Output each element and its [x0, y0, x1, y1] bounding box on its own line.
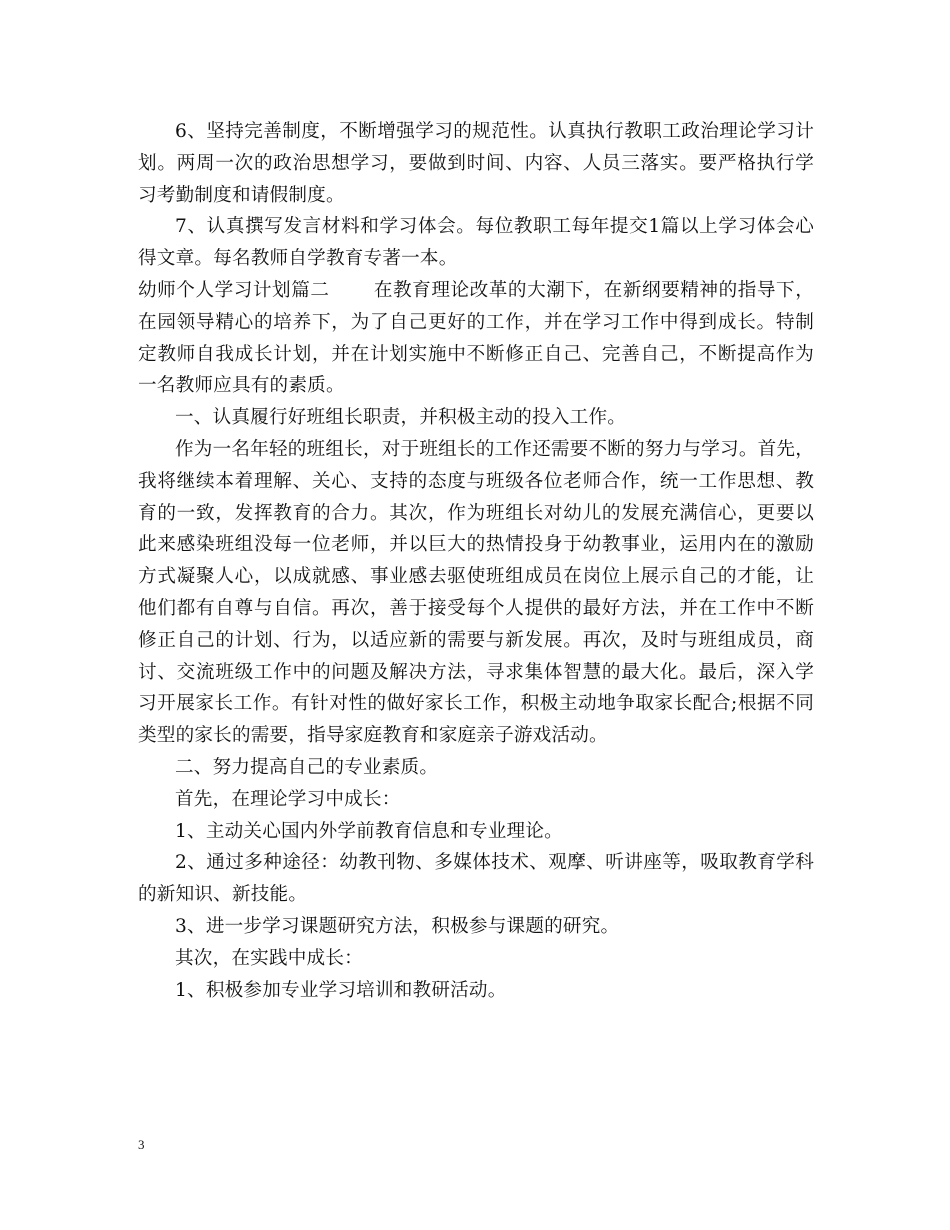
paragraph-item-6: 6、坚持完善制度，不断增强学习的规范性。认真执行教职工政治理论学习计划。两周一次的政治思想学习，要做到时间、内容、人员三落实。要严格执行学习考勤制度和请假制度。: [138, 121, 814, 206]
practice-intro: 其次，在实践中成长：: [175, 947, 363, 969]
list-item: 1、积极参加专业学习培训和教研活动。: [175, 979, 507, 1001]
paragraph-item-7: 7、认真撰写发言材料和学习体会。每位教职工每年提交1篇以上学习体会心得文章。每名教师自学教育专著一本。: [138, 216, 814, 270]
subheading-two: 二、努力提高自己的专业素质。: [175, 756, 439, 778]
section-heading: 幼师个人学习计划篇二: [138, 279, 330, 301]
document-body: [138, 116, 814, 1006]
page-number: 3: [138, 1137, 145, 1152]
theory-intro: 首先，在理论学习中成长：: [175, 788, 401, 810]
list-item: 2、通过多种途径：幼教刊物、多媒体技术、观摩、听讲座等，吸取教育学科的新知识、新技能。: [138, 852, 814, 906]
list-item: 1、主动关心国内外学前教育信息和专业理论。: [175, 820, 563, 842]
subheading-one: 一、认真履行好班组长职责，并积极主动的投入工作。: [175, 407, 627, 429]
body-paragraph: 作为一名年轻的班组长，对于班组长的工作还需要不断的努力与学习。首先，我将继续本着理解、关心、支持的态度与班级各位老师合作，统一工作思想、教育的一致，发挥教育的合力。其次，作为班组长对幼儿的发展充满信心，更要以此来感染班组没每一位老师，并以巨大的热情投身于幼教事业，运用内在的激励方式凝聚人心，以成就感、事业感去驱使班组成员在岗位上展示自己的才能，让他们都有自尊与自信。再次，善于接受每个人提供的最好方法，并在工作中不断修正自己的计划、行为，以适应新的需要与新发展。再次，及时与班组成员，商讨、交流班级工作中的问题及解决方法，寻求集体智慧的最大化。最后，深入学习开展家长工作。有针对性的做好家长工作，积极主动地争取家长配合;根据不同类型的家长的需要，指导家庭教育和家庭亲子游戏活动。: [138, 438, 814, 747]
section-heading-paragraph: [138, 275, 814, 402]
section-intro-text: 在教育理论改革的大潮下，在新纲要精神的指导下，在园领导精心的培养下，为了自己更好的工作，并在学习工作中得到成长。特制定教师自我成长计划，并在计划实施中不断修正自己、完善自己，不断提高作为一名教师应具有的素质。: [138, 279, 814, 397]
list-item: 3、进一步学习课题研究方法，积极参与课题的研究。: [175, 915, 620, 937]
